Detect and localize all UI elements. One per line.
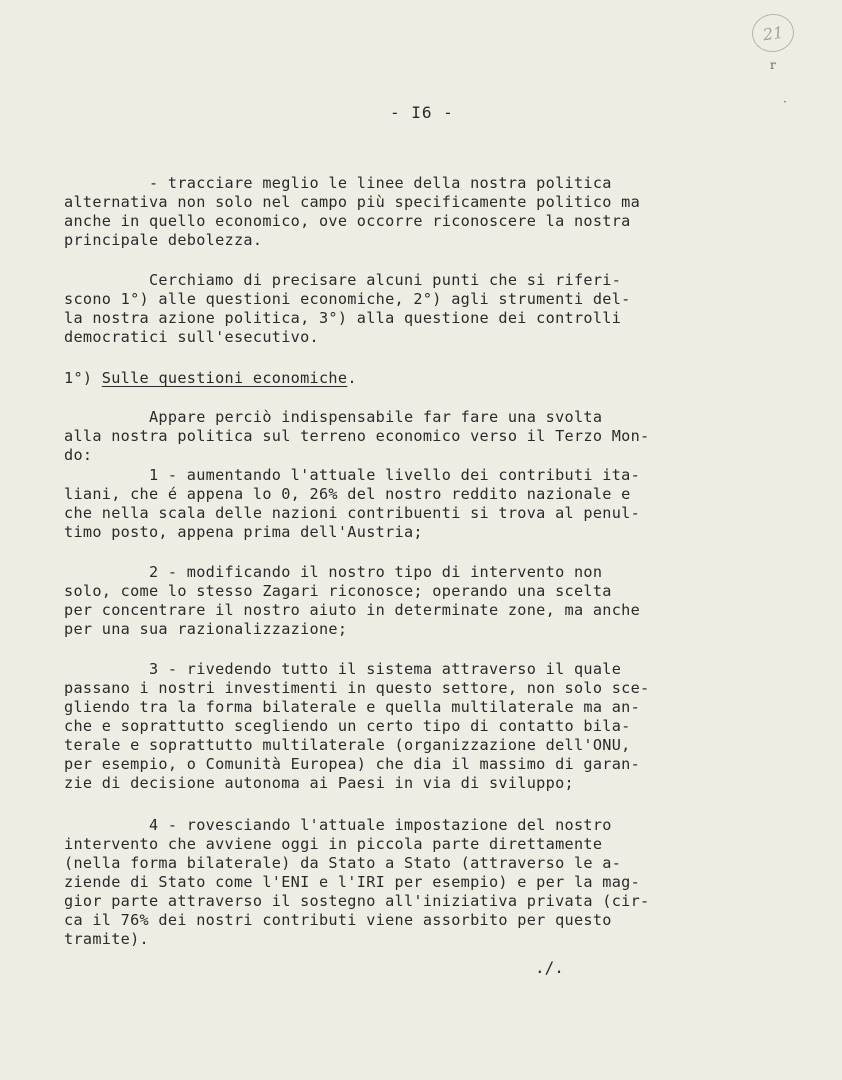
text-line: 3 - rivedendo tutto il sistema attraverso il quale (64, 660, 622, 678)
text-line: 1 - aumentando l'attuale livello dei contributi ita- (64, 466, 641, 484)
text-line: gior parte attraverso il sostegno all'iniziativa privata (cir- (64, 892, 650, 910)
stamp-number: 21 (761, 22, 785, 44)
text-line: timo posto, appena prima dell'Austria; (64, 523, 423, 541)
section-heading-number: 1°) (64, 369, 102, 387)
margin-mark: r (770, 58, 776, 72)
text-line: ziende di Stato come l'ENI e l'IRI per esempio) e per la mag- (64, 873, 641, 891)
text-line: per una sua razionalizzazione; (64, 620, 348, 638)
text-line: zie di decisione autonoma ai Paesi in via di sviluppo; (64, 774, 574, 792)
text-line: scono 1°) alle questioni economiche, 2°) agli strumenti del- (64, 290, 631, 308)
text-line: terale e soprattutto multilaterale (organizzazione dell'ONU, (64, 736, 631, 754)
text-line: (nella forma bilaterale) da Stato a Stato (attraverso le a- (64, 854, 622, 872)
section-heading-line (64, 369, 357, 388)
text-line: solo, come lo stesso Zagari riconosce; operando una scelta (64, 582, 612, 600)
continuation-mark: ./. (535, 958, 564, 977)
text-line: do: (64, 446, 93, 464)
text-line: - tracciare meglio le linee della nostra politica (64, 174, 612, 192)
text-line: 2 - modificando il nostro tipo di intervento non (64, 563, 603, 581)
text-line: democratici sull'esecutivo. (64, 328, 319, 346)
margin-mark: · (783, 95, 787, 109)
section-heading-period: . (347, 369, 357, 387)
text-line: per concentrare il nostro aiuto in determinate zone, ma anche (64, 601, 641, 619)
text-line: Appare perciò indispensabile far fare una svolta (64, 408, 603, 426)
text-line: gliendo tra la forma bilaterale e quella multilaterale ma an- (64, 698, 641, 716)
text-line: ca il 76% dei nostri contributi viene assorbito per questo (64, 911, 612, 929)
text-line: alla nostra politica sul terreno economico verso il Terzo Mon- (64, 427, 650, 445)
page-number: - I6 - (390, 103, 454, 122)
text-line: 4 - rovesciando l'attuale impostazione del nostro (64, 816, 612, 834)
archive-stamp (750, 11, 797, 54)
text-line: principale debolezza. (64, 231, 263, 249)
text-line: per esempio, o Comunità Europea) che dia il massimo di garan- (64, 755, 641, 773)
text-line: intervento che avviene oggi in piccola parte direttamente (64, 835, 603, 853)
text-line: anche in quello economico, ove occorre riconoscere la nostra (64, 212, 631, 230)
section-heading: Sulle questioni economiche (101, 369, 348, 387)
text-line: la nostra azione politica, 3°) alla questione dei controlli (64, 309, 622, 327)
text-line: passano i nostri investimenti in questo settore, non solo sce- (64, 679, 650, 697)
text-line: alternativa non solo nel campo più specificamente politico ma (64, 193, 641, 211)
text-line: che nella scala delle nazioni contribuenti si trova al penul- (64, 504, 641, 522)
text-line: liani, che é appena lo 0, 26% del nostro reddito nazionale e (64, 485, 631, 503)
text-line: che e soprattutto scegliendo un certo tipo di contatto bila- (64, 717, 631, 735)
text-line: Cerchiamo di precisare alcuni punti che si riferi- (64, 271, 622, 289)
text-line: tramite). (64, 930, 149, 948)
